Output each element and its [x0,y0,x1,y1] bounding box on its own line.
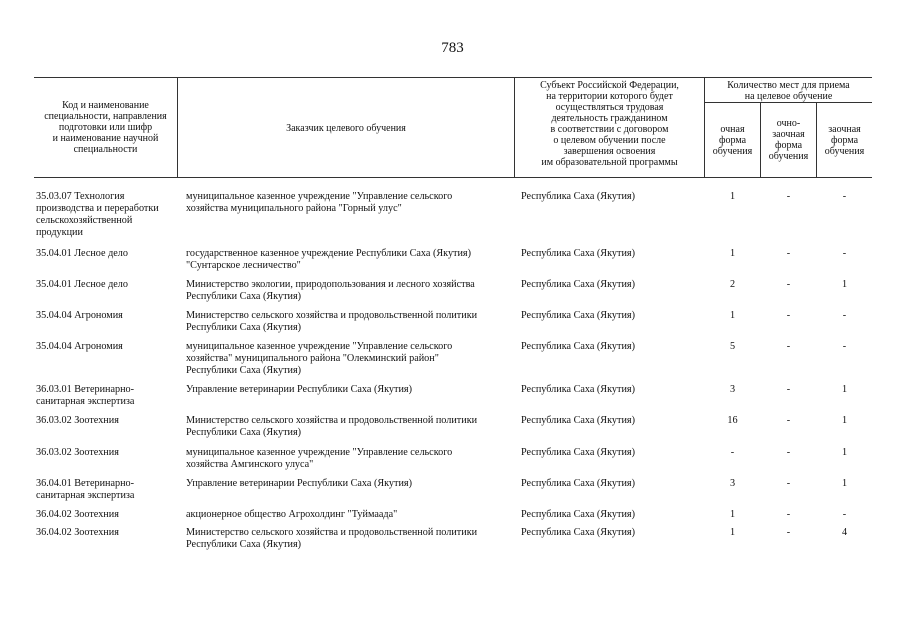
cell-customer: муниципальное казенное учреждение "Управление сельского хозяйства" муниципального района "Олекминский район" Республики Саха (Якутия) [186,341,453,376]
cell-correspondence: 1 [841,384,848,395]
cell-region: Республика Саха (Якутия) [521,279,635,290]
cell-code: 36.04.01 Ветеринарно- санитарная экспертиза [36,478,135,501]
header-code: Код и наименование специальности, направления подготовки или шифр и наименование научной специальности [44,100,167,155]
cell-code: 36.04.02 Зоотехния [36,527,119,538]
header-full-time: очная форма обучения [712,124,753,157]
cell-full-time: 1 [729,191,736,202]
cell-part-time: - [786,509,791,520]
cell-full-time: 1 [729,527,736,538]
cell-region: Республика Саха (Якутия) [521,310,635,321]
cell-region: Республика Саха (Якутия) [521,509,635,520]
header-customer: Заказчик целевого обучения [286,123,406,134]
cell-correspondence: - [842,191,847,202]
cell-customer: Управление ветеринарии Республики Саха (Якутия) [186,478,413,489]
cell-full-time: 3 [729,478,736,489]
cell-correspondence: 1 [841,478,848,489]
cell-code: 35.03.07 Технология производства и переработки сельскохозяйственной продукции [36,191,159,238]
cell-code: 35.04.04 Агрономия [36,341,123,352]
cell-code: 35.04.01 Лесное дело [36,248,128,259]
cell-correspondence: - [842,341,847,352]
places-header-rule [704,102,872,103]
cell-code: 36.03.02 Зоотехния [36,415,119,426]
cell-code: 36.03.01 Ветеринарно- санитарная экспертиза [36,384,135,407]
cell-region: Республика Саха (Якутия) [521,478,635,489]
cell-full-time: 1 [729,310,736,321]
cell-region: Республика Саха (Якутия) [521,447,635,458]
header-region: Субъект Российской Федерации, на территории которого будет осуществляться трудовая деятельность гражданином в соответствии с договором о целевом обучении после завершения освоения им образовательной программы [540,80,679,168]
cell-region: Республика Саха (Якутия) [521,384,635,395]
cell-correspondence: - [842,509,847,520]
cell-customer: Управление ветеринарии Республики Саха (Якутия) [186,384,413,395]
cell-part-time: - [786,191,791,202]
cell-correspondence: 4 [841,527,848,538]
cell-customer: государственное казенное учреждение Республики Саха (Якутия) "Сунтарское лесничество" [186,248,472,271]
cell-part-time: - [786,415,791,426]
cell-customer: акционерное общество Агрохолдинг "Туймаада" [186,509,398,520]
cell-customer: муниципальное казенное учреждение "Управление сельского хозяйства Амгинского улуса" [186,447,453,470]
cell-customer: Министерство сельского хозяйства и продовольственной политики Республики Саха (Якутия) [186,415,478,438]
cell-full-time: 3 [729,384,736,395]
cell-full-time: 2 [729,279,736,290]
cell-correspondence: 1 [841,279,848,290]
cell-part-time: - [786,384,791,395]
cell-part-time: - [786,279,791,290]
table-top-rule [34,77,872,78]
cell-code: 35.04.01 Лесное дело [36,279,128,290]
cell-full-time: - [730,447,735,458]
cell-full-time: 5 [729,341,736,352]
cell-part-time: - [786,341,791,352]
cell-region: Республика Саха (Якутия) [521,415,635,426]
page-number: 783 [441,40,464,56]
cell-part-time: - [786,248,791,259]
cell-region: Республика Саха (Якутия) [521,248,635,259]
cell-correspondence: - [842,248,847,259]
cell-region: Республика Саха (Якутия) [521,527,635,538]
cell-part-time: - [786,447,791,458]
cell-region: Республика Саха (Якутия) [521,341,635,352]
cell-correspondence: 1 [841,415,848,426]
header-correspondence: заочная форма обучения [824,124,865,157]
cell-customer: Министерство экологии, природопользования и лесного хозяйства Республики Саха (Якутия) [186,279,475,302]
cell-code: 36.04.02 Зоотехния [36,509,119,520]
cell-customer: Министерство сельского хозяйства и продовольственной политики Республики Саха (Якутия) [186,310,478,333]
cell-full-time: 1 [729,248,736,259]
cell-customer: Министерство сельского хозяйства и продовольственной политики Республики Саха (Якутия) [186,527,478,550]
cell-part-time: - [786,527,791,538]
cell-code: 36.03.02 Зоотехния [36,447,119,458]
cell-full-time: 16 [727,415,738,426]
header-places: Количество мест для приема на целевое обучение [727,80,850,102]
header-part-time: очно- заочная форма обучения [768,118,809,162]
cell-part-time: - [786,310,791,321]
cell-code: 35.04.04 Агрономия [36,310,123,321]
table-header-bottom-rule [34,177,872,178]
cell-correspondence: - [842,310,847,321]
cell-full-time: 1 [729,509,736,520]
cell-part-time: - [786,478,791,489]
cell-region: Республика Саха (Якутия) [521,191,635,202]
cell-customer: муниципальное казенное учреждение "Управление сельского хозяйства муниципального района "Горный улус" [186,191,453,214]
cell-correspondence: 1 [841,447,848,458]
